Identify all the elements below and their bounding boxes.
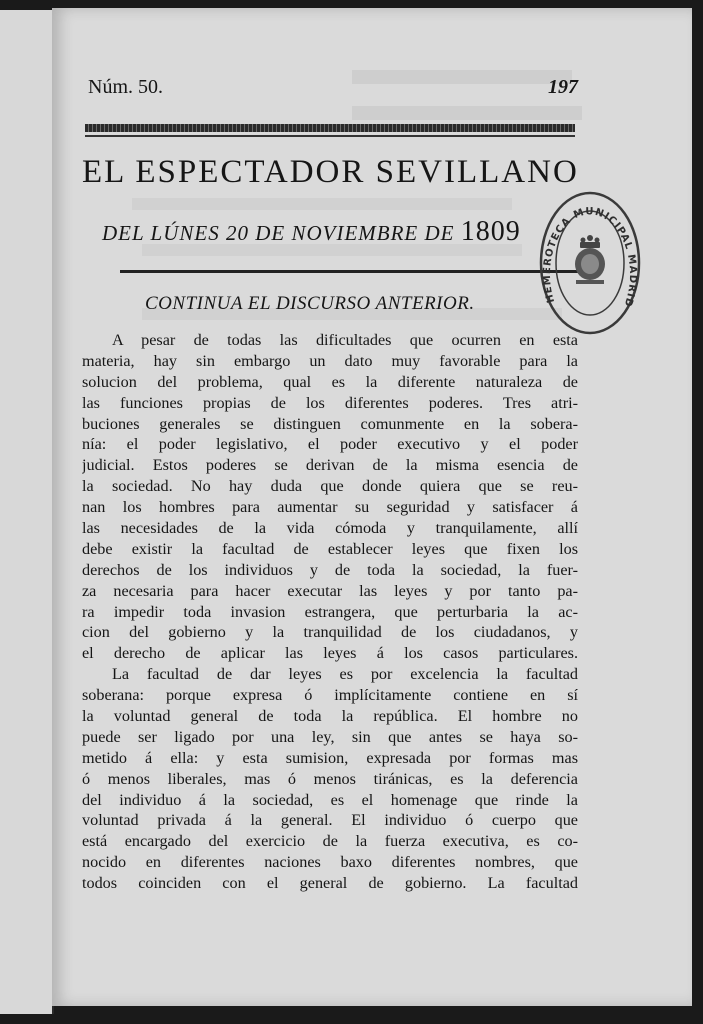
text-line: metido á ella: y esta sumision, expresada por formas mas (82, 748, 578, 767)
text-line: cion del gobierno y la tranquilidad de los ciudadanos, y (82, 623, 578, 642)
dateline-rule (120, 270, 580, 273)
text-line: A pesar de todas las dificultades que ocurren en esta (112, 331, 578, 349)
text-line: buciones generales se distinguen comunmente en la sobera- (82, 414, 578, 433)
text-line: nía: el poder legislativo, el poder executivo y el poder (82, 435, 578, 454)
text-line: las funciones propias de los diferentes poderes. Tres atri- (82, 393, 578, 412)
newspaper-title: EL ESPECTADOR SEVILLANO (82, 154, 579, 190)
text-line: debe existir la facultad de establecer leyes que fixen los (82, 539, 578, 558)
text-line: materia, hay sin embargo un dato muy favorable para la (82, 351, 578, 370)
header-rule-thick (85, 124, 575, 132)
text-line: La facultad de dar leyes es por excelencia la facultad (112, 665, 578, 684)
article-body (82, 330, 578, 894)
text-line: voluntad privada á la general. El individuo ó cuerpo que (82, 811, 578, 830)
crown-emblem-icon (575, 235, 605, 284)
text-line: solucion del problema, qual es la diferente naturaleza de (82, 372, 578, 391)
text-line: ó menos liberales, mas ó menos tiránicas, es la deferencia (82, 769, 578, 788)
library-stamp (536, 188, 644, 338)
text-line: nan los hombres para aumentar su seguridad y satisfacer á (82, 498, 578, 517)
text-line: judicial. Estos poderes se derivan de la misma esencia de (82, 456, 578, 475)
text-line: za necesaria para hacer executar las leyes y por tanto pa- (82, 581, 578, 600)
text-line: ra impedir toda invasion estrangera, que perturbaria la ac- (82, 602, 578, 621)
text-line: nocido en diferentes naciones baxo diferentes nombres, que (82, 853, 578, 872)
stamp-text: HEMEROTECA MUNICIPAL MADRID (541, 206, 639, 309)
text-line: el derecho de aplicar las leyes á los casos particulares. (82, 644, 578, 663)
text-line: del individuo á la sociedad, es el homenage que rinde la (82, 790, 578, 809)
issue-number: Núm. 50. (88, 76, 163, 98)
adjacent-page-edge (0, 10, 54, 1014)
dateline-year: 1809 (460, 216, 521, 247)
dateline (102, 216, 592, 248)
text-line: puede ser ligado por una ley, sin que antes se haya so- (82, 727, 578, 746)
text-line: derechos de los individuos y de toda la sociedad, la fuer- (82, 560, 578, 579)
text-line: las necesidades de la vida cómoda y tranquilamente, allí (82, 519, 578, 538)
dateline-text: DEL LÚNES 20 DE NOVIEMBRE DE (102, 221, 461, 245)
section-heading: CONTINUA EL DISCURSO ANTERIOR. (145, 293, 475, 314)
text-line: está encargado del exercicio de la fuerza executiva, es co- (82, 832, 578, 851)
text-line: soberana: porque expresa ó implícitamente contiene en sí (82, 686, 578, 705)
newspaper-page (52, 8, 692, 1006)
header-rule-thin (85, 135, 575, 137)
text-line: todos coinciden con el general de gobierno. La facultad (82, 874, 578, 893)
page-number: 197 (548, 76, 578, 98)
header-line (88, 76, 578, 99)
text-line: la sociedad. No hay duda que donde quiera que se reu- (82, 477, 578, 496)
text-line: la voluntad general de toda la república. El hombre no (82, 707, 578, 726)
